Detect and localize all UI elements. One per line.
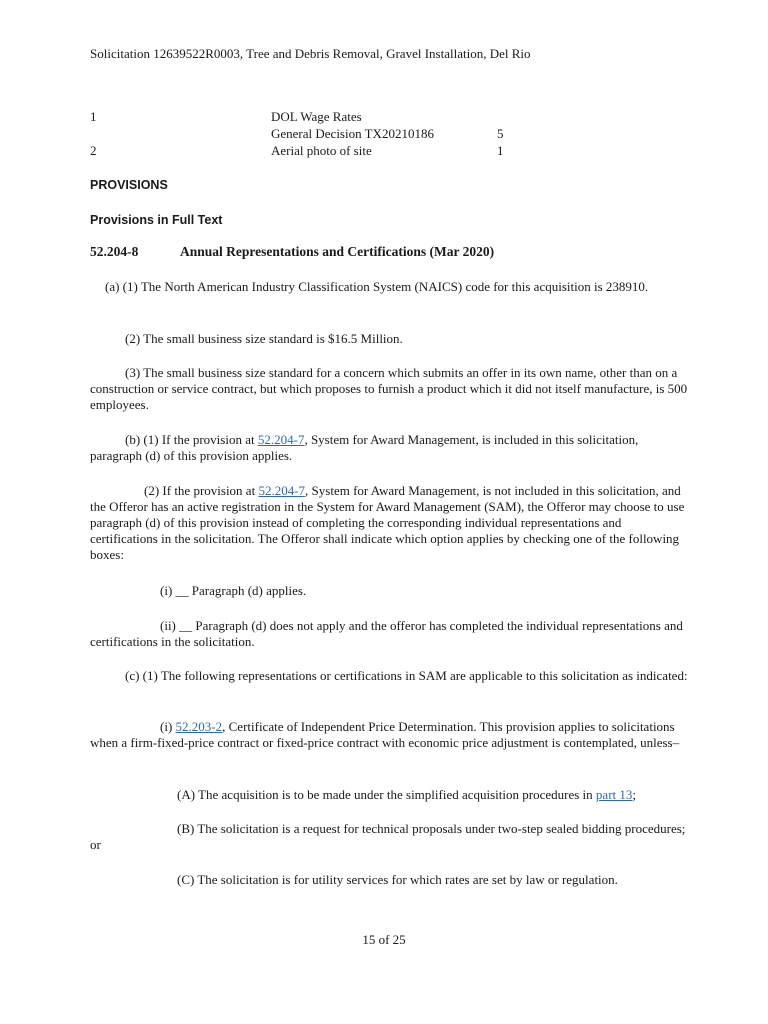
paragraph-text: , Certificate of Independent Price Determination. This provision applies to solicitations when a firm-fixed-price contract or fixed-price contract with economic price adjustment is contemplated, unless–	[90, 719, 680, 750]
paragraph-text: , System for Award Management, is included in this solicitation, paragraph (d) of this provision applies.	[90, 432, 639, 463]
paragraph-b1	[90, 432, 690, 464]
paragraph-b2	[90, 483, 690, 563]
paragraph-cB: (B) The solicitation is a request for technical proposals under two-step sealed bidding procedures; or	[90, 821, 686, 852]
paragraph-cA	[90, 787, 690, 803]
paragraph-text: (b) (1) If the provision at	[125, 432, 258, 447]
attachment-pages: 5	[497, 126, 504, 141]
paragraph-a1: (a) (1) The North American Industry Classification System (NAICS) code for this acquisition is 238910.	[105, 279, 649, 294]
attachment-description: DOL Wage Rates	[271, 109, 362, 124]
full-text-heading: Provisions in Full Text	[90, 213, 223, 227]
paragraph-text: (2) If the provision at	[144, 483, 259, 498]
attachment-pages: 1	[497, 143, 504, 158]
attachment-number: 2	[90, 143, 97, 158]
paragraph-bii: (ii) __ Paragraph (d) does not apply and the offeror has completed the individual representations and certifications in the solicitation.	[90, 618, 683, 649]
attachment-number: 1	[90, 109, 97, 124]
clause-name: Annual Representations and Certifications (Mar 2020)	[180, 244, 495, 259]
page-header: Solicitation 12639522R0003, Tree and Debris Removal, Gravel Installation, Del Rio	[90, 46, 531, 61]
link-52-203-2[interactable]: 52.203-2	[175, 719, 223, 734]
paragraph-a2: (2) The small business size standard is $16.5 Million.	[125, 331, 403, 346]
clause-number: 52.204-8	[90, 244, 139, 259]
paragraph-text: , System for Award Management, is not included in this solicitation, and the Offeror has an active registration in the System for Award Management (SAM), the Offeror may choose to use paragraph (d) of this provision instead of completing the corresponding individual representations and certifications in the solicitation. The Offeror shall indicate which option applies by checking one of the following boxes:	[90, 483, 685, 562]
paragraph-bi: (i) __ Paragraph (d) applies.	[160, 583, 307, 598]
attachment-description: Aerial photo of site	[271, 143, 372, 158]
link-52-204-7[interactable]: 52.204-7	[258, 483, 306, 498]
paragraph-cC: (C) The solicitation is for utility services for which rates are set by law or regulation.	[177, 872, 618, 887]
clause-title	[90, 244, 494, 260]
paragraph-ci	[90, 719, 690, 751]
provisions-heading: PROVISIONS	[90, 178, 168, 192]
paragraph-text: (i)	[160, 719, 176, 734]
attachment-description: General Decision TX20210186	[271, 126, 434, 141]
paragraph-a3: (3) The small business size standard for a concern which submits an offer in its own name, other than on a construction or service contract, but which proposes to furnish a product which it did not itself manufacture, is 500 employees.	[90, 365, 688, 412]
link-part-13[interactable]: part 13	[595, 787, 633, 802]
link-52-204-7[interactable]: 52.204-7	[257, 432, 305, 447]
page-number: 15 of 25	[362, 932, 406, 947]
paragraph-c1: (c) (1) The following representations or certifications in SAM are applicable to this solicitation as indicated:	[125, 668, 688, 683]
paragraph-text: ;	[632, 787, 637, 802]
paragraph-text: (A) The acquisition is to be made under the simplified acquisition procedures in	[177, 787, 596, 802]
